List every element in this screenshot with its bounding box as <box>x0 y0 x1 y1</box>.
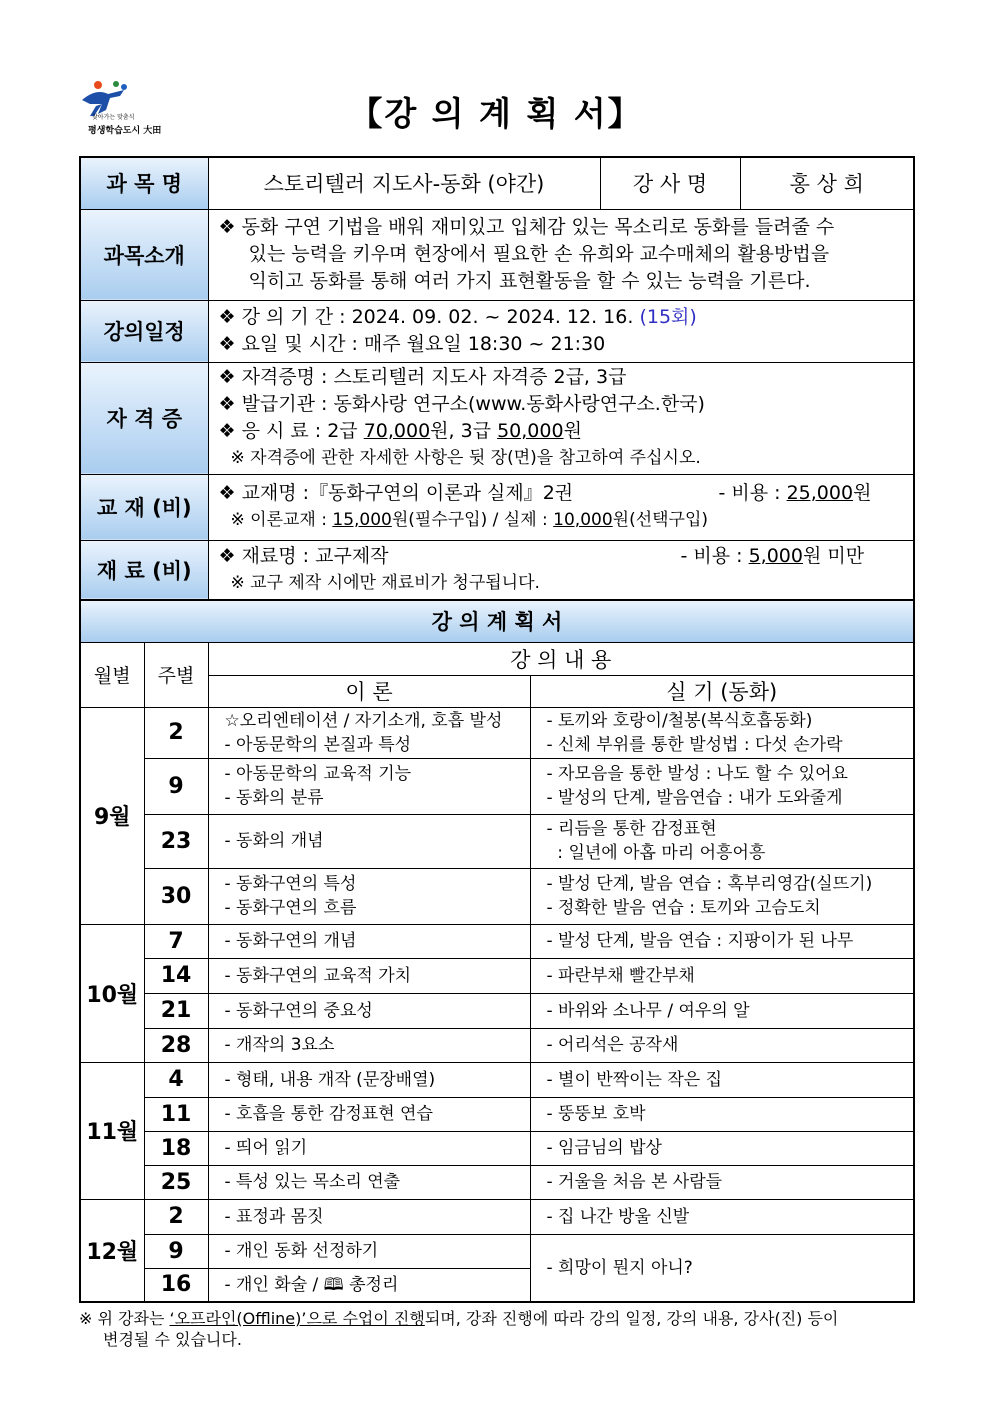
theory-cell: - 개인 동화 선정하기 <box>208 1234 530 1268</box>
material-cost: - 비용 : 5,000원 미만 <box>680 544 865 567</box>
textbook-cost: - 비용 : 25,000원 <box>718 482 872 504</box>
period-count: (15회) <box>639 306 697 328</box>
week-cell: 30 <box>144 868 208 924</box>
practice-cell: - 토끼와 호랑이/철봉(복식호흡동화) - 신체 부위를 통한 발성법 : 다섯 손가락 <box>530 707 914 758</box>
month-september: 9월 <box>80 707 144 924</box>
theory-cell: - 동화구연의 개념 <box>208 924 530 958</box>
theory-cell: - 형태, 내용 개작 (문장배열) <box>208 1062 530 1097</box>
schedule-title: 강 의 계 획 서 <box>80 600 914 642</box>
theory-header: 이 론 <box>208 675 530 707</box>
textbook-text <box>208 474 914 540</box>
theory-cell: - 동화구연의 중요성 <box>208 993 530 1028</box>
practice-cell: - 뚱뚱보 호박 <box>530 1097 914 1131</box>
page-title: 【강 의 계 획 서】 <box>349 94 643 133</box>
cert-note: ※ 자격증에 관한 자세한 사항은 뒷 장(면)을 참고하여 주십시오. <box>230 448 701 468</box>
schedule-text <box>208 300 914 362</box>
cert-text <box>208 362 914 474</box>
intro-label: 과목소개 <box>80 209 208 300</box>
instructor-value: 홍 상 희 <box>740 157 914 209</box>
practice-header: 실 기 (동화) <box>530 675 914 707</box>
material-name: ❖ 재료명 : 교구제작 <box>218 544 389 567</box>
week-cell: 11 <box>144 1097 208 1131</box>
theory-cell: - 표정과 몸짓 <box>208 1199 530 1234</box>
intro-line: ❖ 동화 구연 기법을 배워 재미있고 입체감 있는 목소리로 동화를 들려줄 수 <box>218 216 835 238</box>
cert-label: 자 격 증 <box>80 362 208 474</box>
course-info-table <box>79 156 915 601</box>
material-text <box>208 540 914 600</box>
week-cell: 9 <box>144 1234 208 1268</box>
week-cell: 28 <box>144 1028 208 1062</box>
week-cell: 14 <box>144 958 208 993</box>
intro-line: 익히고 동화를 통해 여러 가지 표현활동을 할 수 있는 능력을 기른다. <box>248 270 811 292</box>
cert-fee: ❖ 응 시 료 : 2급 70,000원, 3급 50,000원 <box>218 420 582 442</box>
theory-cell: - 띄어 읽기 <box>208 1131 530 1165</box>
schedule-table <box>79 599 915 1303</box>
practice-cell: - 거울을 처음 본 사람들 <box>530 1165 914 1199</box>
content-header: 강 의 내 용 <box>208 642 914 675</box>
intro-text <box>208 209 914 300</box>
week-cell: 25 <box>144 1165 208 1199</box>
practice-cell: - 임금님의 밥상 <box>530 1131 914 1165</box>
subject-label: 과 목 명 <box>80 157 208 209</box>
theory-cell: - 호흡을 통한 감정표현 연습 <box>208 1097 530 1131</box>
practice-cell: - 발성 단계, 발음 연습 : 지팡이가 된 나무 <box>530 924 914 958</box>
month-october: 10월 <box>80 924 144 1062</box>
theory-cell: - 아동문학의 교육적 기능 - 동화의 분류 <box>208 758 530 814</box>
week-cell: 2 <box>144 1199 208 1234</box>
practice-cell: - 파란부채 빨간부채 <box>530 958 914 993</box>
week-cell: 18 <box>144 1131 208 1165</box>
textbook-note: ※ 이론교재 : 15,000원(필수구입) / 실제 : 10,000원(선택구입) <box>230 510 709 530</box>
month-november: 11월 <box>80 1062 144 1199</box>
practice-cell: - 별이 반짝이는 작은 집 <box>530 1062 914 1097</box>
month-december: 12월 <box>80 1199 144 1302</box>
intro-line: 있는 능력을 키우며 현장에서 필요한 손 유희와 교수매체의 활용방법을 <box>248 243 830 265</box>
material-label: 재 료 (비) <box>80 540 208 600</box>
theory-cell: - 동화의 개념 <box>208 814 530 868</box>
material-note: ※ 교구 제작 시에만 재료비가 청구됩니다. <box>230 572 540 593</box>
footer-note: ※ 위 강좌는 ‘오프라인(Offline)’으로 수업이 진행되며, 강좌 진행에 따라 강의 일정, 강의 내용, 강사(진) 등이 변경될 수 있습니다. <box>79 1309 839 1349</box>
textbook-name: ❖ 교재명 :『동화구연의 이론과 실제』2권 <box>218 482 574 504</box>
theory-cell: - 특성 있는 목소리 연출 <box>208 1165 530 1199</box>
logo-name: 평생학습도시 大田 <box>88 126 162 136</box>
week-cell: 21 <box>144 993 208 1028</box>
theory-cell: ☆오리엔테이션 / 자기소개, 호흡 발성 - 아동문학의 본질과 특성 <box>208 707 530 758</box>
practice-cell: - 집 나간 방울 신발 <box>530 1199 914 1234</box>
textbook-label: 교 재 (비) <box>80 474 208 540</box>
class-time: ❖ 요일 및 시간 : 매주 월요일 18:30 ~ 21:30 <box>218 333 606 355</box>
theory-cell: - 개인 화술 / 🕮 총정리 <box>208 1268 530 1302</box>
week-cell: 9 <box>144 758 208 814</box>
instructor-label: 강 사 명 <box>600 157 740 209</box>
cert-issuer: ❖ 발급기관 : 동화사랑 연구소(www.동화사랑연구소.한국) <box>218 393 705 415</box>
period: ❖ 강 의 기 간 : 2024. 09. 02. ~ 2024. 12. 16. <box>218 306 634 328</box>
week-cell: 4 <box>144 1062 208 1097</box>
week-cell: 2 <box>144 707 208 758</box>
week-header: 주별 <box>144 642 208 707</box>
practice-cell: - 발성 단계, 발음 연습 : 혹부리영감(실뜨기) - 정확한 발음 연습 : 토끼와 고슴도치 <box>530 868 914 924</box>
subject-value: 스토리텔러 지도사-동화 (야간) <box>208 157 600 209</box>
schedule-label: 강의일정 <box>80 300 208 362</box>
practice-cell: - 어리석은 공작새 <box>530 1028 914 1062</box>
practice-cell: - 리듬을 통한 감정표현 : 일년에 아홉 마리 어흥어흥 <box>530 814 914 868</box>
practice-cell: - 바위와 소나무 / 여우의 알 <box>530 993 914 1028</box>
practice-cell: - 자모음을 통한 발성 : 나도 할 수 있어요 - 발성의 단계, 발음연습 : 내가 도와줄게 <box>530 758 914 814</box>
week-cell: 23 <box>144 814 208 868</box>
theory-cell: - 개작의 3요소 <box>208 1028 530 1062</box>
week-cell: 7 <box>144 924 208 958</box>
theory-cell: - 동화구연의 교육적 가치 <box>208 958 530 993</box>
logo-tagline: 찾아가는 맞춤식 <box>92 114 135 121</box>
practice-cell: - 희망이 뭔지 아니? <box>530 1234 914 1302</box>
theory-cell: - 동화구연의 특성 - 동화구연의 흐름 <box>208 868 530 924</box>
month-header: 월별 <box>80 642 144 707</box>
cert-name: ❖ 자격증명 : 스토리텔러 지도사 자격증 2급, 3급 <box>218 366 627 388</box>
week-cell: 16 <box>144 1268 208 1302</box>
